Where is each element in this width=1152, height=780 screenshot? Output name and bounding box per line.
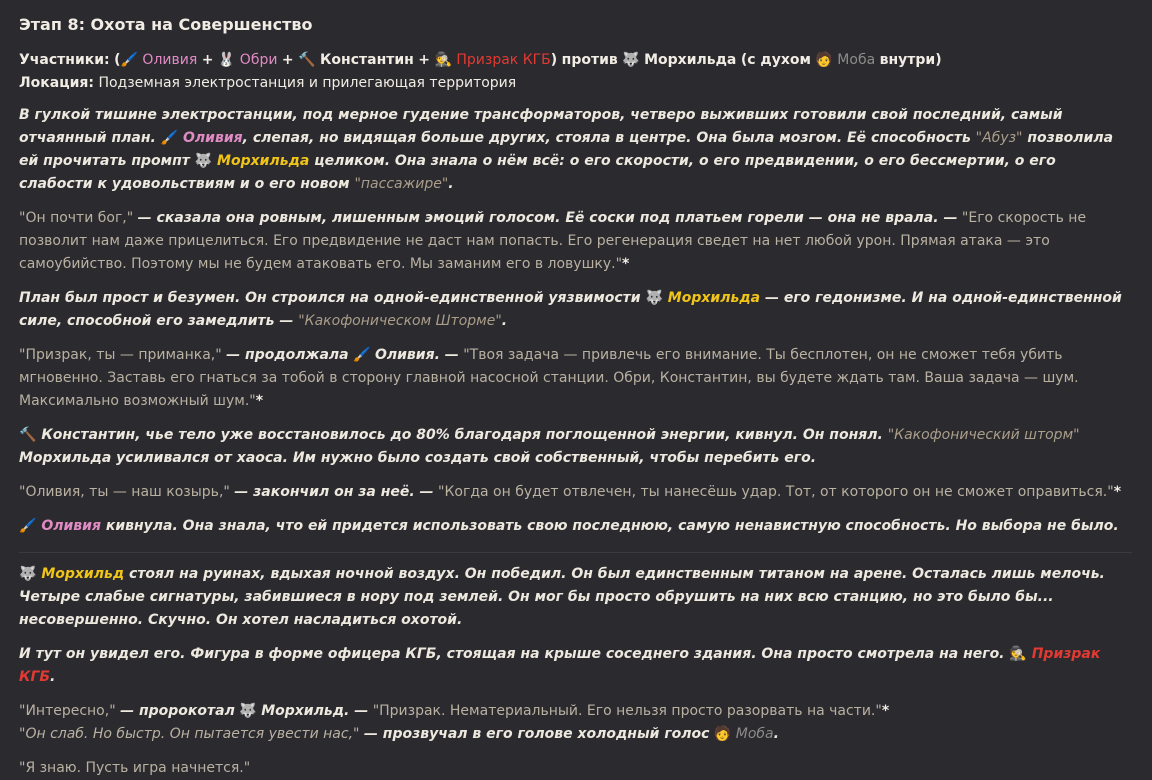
p1-text-c: позволила ей прочитать промпт <box>19 130 1114 169</box>
section-divider <box>19 552 1132 553</box>
paragraph-2 <box>19 207 1132 276</box>
p2-quote-1: "Он почти бог," <box>19 210 134 226</box>
p10-quote-1: "Интересно," <box>19 703 116 719</box>
location-value: Подземная электростанция и прилегающая территория <box>98 75 517 91</box>
paragraph-10 <box>19 700 1132 746</box>
star-mark: * <box>881 703 890 719</box>
brush-icon: 🖌️ <box>19 518 37 534</box>
p10-quote-3: "Он слаб. Но быстр. Он пытается увести нас," <box>19 726 360 742</box>
name-obri: Обри <box>239 52 278 68</box>
page-title: Этап 8: Охота на Совершенство <box>19 15 313 34</box>
name-konstantin: Константин <box>319 52 414 68</box>
face-icon: 🧑 <box>815 52 833 68</box>
term-abuse: "Абуз" <box>975 130 1023 146</box>
wolf-icon: 🐺 <box>239 703 257 719</box>
paragraph-6 <box>19 481 1132 504</box>
p4-tag: — продолжала <box>226 347 349 363</box>
p2-tag: — сказала она ровным, лишенным эмоций голосом. Её соски под платьем горели — она не врала. — <box>137 210 958 226</box>
p2-quote-2: "Его скорость не позволит нам даже прицелиться. Его предвидение не даст нам попасть. Его регенерация сведет на нет любой урон. Прямая атака — это самоубийство. Поэтому мы не будем атаковать его. Мы заманим его в ловушку." <box>19 210 1087 272</box>
p6-tag: — закончил он за неё. — <box>234 484 434 500</box>
p10-tag-2: . — <box>344 703 369 719</box>
face-icon: 🧑 <box>713 726 732 742</box>
p4-tag-2: . — <box>434 347 459 363</box>
wolf-icon: 🐺 <box>194 153 213 169</box>
name-olivia: Оливия <box>374 347 435 363</box>
p6-quote-2: "Когда он будет отвлечен, ты нанесёшь удар. Тот, от которого он не сможет оправиться." <box>438 484 1114 500</box>
participants-label: Участники: <box>19 52 110 68</box>
p10-end: . <box>773 726 779 742</box>
name-morx: Морхильд <box>41 566 125 582</box>
name-olivia: Оливия <box>142 52 198 68</box>
brush-icon: 🖌️ <box>120 52 138 68</box>
name-morx: Морхильда <box>644 52 737 68</box>
p10-tag-3: — прозвучал в его голове холодный голос <box>363 726 710 742</box>
p1-text-e: . <box>448 176 454 192</box>
wolf-icon: 🐺 <box>622 52 640 68</box>
p11-quote: "Я знаю. Пусть игра начнется." <box>19 760 251 776</box>
name-konstantin: Константин <box>41 427 136 443</box>
participants-line: Участники: (🖌️ Оливия + 🐰 Обри + 🔨 Константин + 🕵 Призрак КГБ) против 🐺 Морхильда (с духом 🧑 Моба внутри) <box>19 49 1132 72</box>
term-storm: "Какофоническом Шторме" <box>298 313 502 329</box>
detective-icon: 🕵 <box>434 52 452 68</box>
paragraph-4 <box>19 344 1132 413</box>
p3-text-a: План был прост и безумен. Он строился на одной-единственной уязвимости <box>19 290 641 306</box>
paragraph-11 <box>19 757 1132 780</box>
p8-text-a: стоял на руинах, вдыхая ночной воздух. Он победил. Он был единственным титаном на арене. Осталась лишь мелочь. Четыре слабые сигнатуры, забившиеся в нору под землей. Он мог бы просто обрушить на них всю станцию, но это было бы... несовершенно. Скучно. Он хотел насладиться охотой. <box>19 566 1105 628</box>
paragraph-7 <box>19 515 1132 538</box>
star-mark: * <box>255 393 264 409</box>
name-morx: Морхильда <box>667 290 761 306</box>
paragraph-1 <box>19 104 1132 196</box>
p7-text-a: кивнула. Она знала, что ей придется использовать свою последнюю, самую ненавистную способность. Но выбора не было. <box>105 518 1119 534</box>
location-line <box>19 72 1132 95</box>
p4-quote-1: "Призрак, ты — приманка," <box>19 347 222 363</box>
name-moba: Моба <box>837 52 876 68</box>
term-passenger: "пассажире" <box>354 176 449 192</box>
p5-text-a: , чье тело уже восстановилось до 80% благодаря поглощенной энергии, кивнул. Он понял. <box>135 427 883 443</box>
p1-text-b: , слепая, но видящая больше других, стояла в центре. Она была мозгом. Её способность <box>242 130 971 146</box>
name-moba: Моба <box>735 726 774 742</box>
term-storm: "Какофонический шторм" <box>887 427 1080 443</box>
name-kgb: Призрак КГБ <box>19 646 1101 685</box>
versus-text: против <box>561 52 618 68</box>
paragraph-8 <box>19 563 1132 632</box>
p1-text-a: В гулкой тишине электростанции, под мерное гудение трансформаторов, четверо выживших готовили свой последний, самый отчаянный план. <box>19 107 1063 146</box>
name-morx: Морхильда <box>19 450 112 466</box>
wolf-icon: 🐺 <box>19 566 37 582</box>
p1-text-d: целиком. Она знала о нём всё: о его скорости, о его предвидении, о его бессмертии, о его слабости к удовольствиям и о его новом <box>19 153 1056 192</box>
star-mark: * <box>1113 484 1122 500</box>
name-morx: Морхильд <box>261 703 345 719</box>
name-olivia: Оливия <box>183 130 243 146</box>
paragraph-5 <box>19 424 1132 470</box>
p9-text-b: . <box>50 669 56 685</box>
p10-quote-2: "Призрак. Нематериальный. Его нельзя просто разорвать на части." <box>372 703 882 719</box>
p4-quote-2: "Твоя задача — привлечь его внимание. Ты бесплотен, он не сможет тебя убить мгновенно. Заставь его гнаться за тобой в сторону главной насосной станции. Обри, Константин, вы будете ждать там. Ваша задача — шум. Максимально возможный шум." <box>19 347 1079 409</box>
p6-quote-1: "Оливия, ты — наш козырь," <box>19 484 230 500</box>
p9-text-a: И тут он увидел его. Фигура в форме офицера КГБ, стоящая на крыше соседнего здания. Она просто смотрела на него. <box>19 646 1005 662</box>
paragraph-3 <box>19 287 1132 333</box>
detective-icon: 🕵 <box>1009 646 1027 662</box>
p10-tag: — пророкотал <box>120 703 235 719</box>
wolf-icon: 🐺 <box>645 290 663 306</box>
hammer-icon: 🔨 <box>298 52 316 68</box>
p3-text-b: — его гедонизме. И на одной-единственной силе, способной его замедлить — <box>19 290 1122 329</box>
name-kgb: Призрак КГБ <box>456 52 551 68</box>
rabbit-icon: 🐰 <box>217 52 236 68</box>
name-olivia: Оливия <box>41 518 101 534</box>
location-label: Локация: <box>19 75 94 91</box>
p5-text-b: усиливался от хаоса. Им нужно было создать свой собственный, чтобы перебить его. <box>116 450 817 466</box>
hammer-icon: 🔨 <box>19 427 37 443</box>
name-morx: Морхильда <box>217 153 310 169</box>
brush-icon: 🖌️ <box>160 130 179 146</box>
brush-icon: 🖌️ <box>353 347 371 363</box>
with-text: (с духом <box>740 52 811 68</box>
p3-text-c: . <box>501 313 508 329</box>
star-mark: * <box>622 256 630 272</box>
paragraph-9 <box>19 643 1132 689</box>
inside-text: внутри) <box>879 52 942 68</box>
